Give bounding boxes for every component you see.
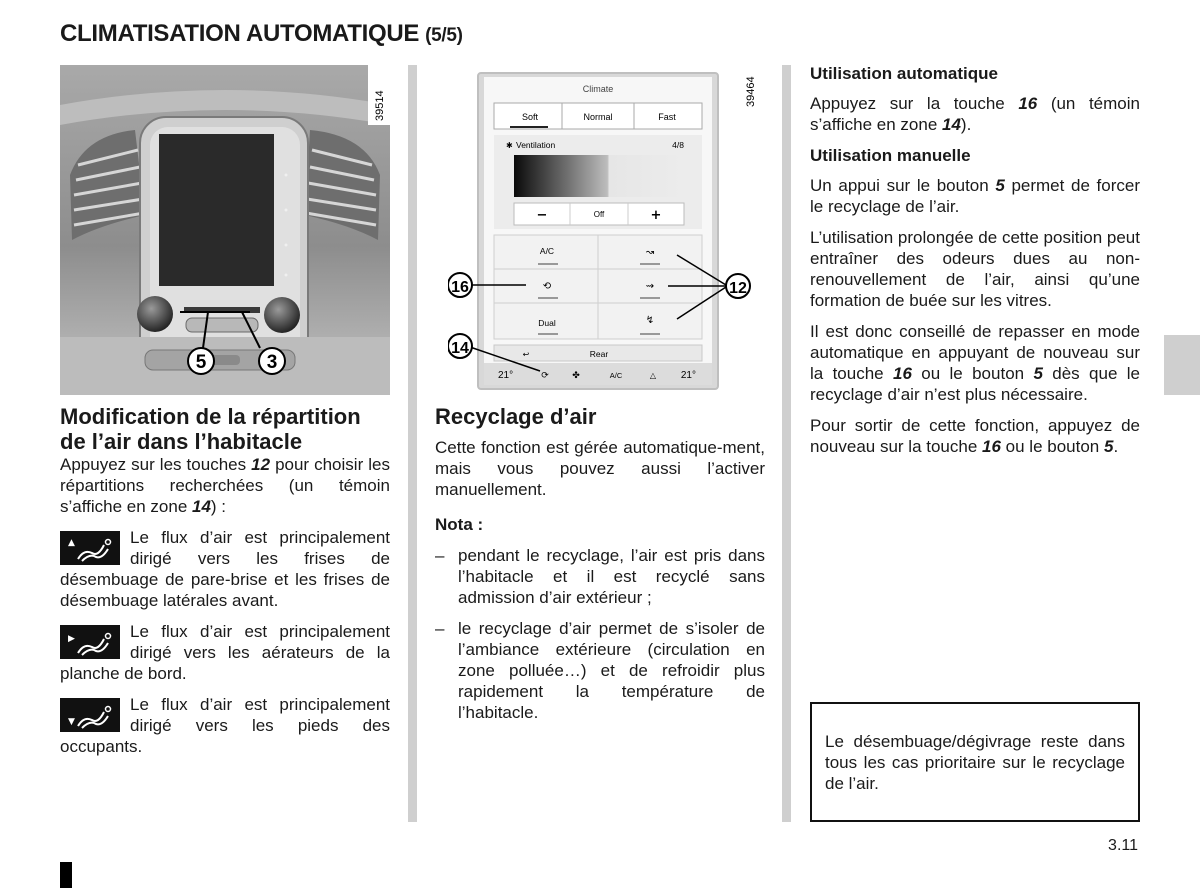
advice-ref-16: 16 — [892, 364, 912, 383]
page-number: 3.11 — [1108, 837, 1138, 854]
recycle-heading: Recyclage d’air — [435, 404, 597, 429]
manual-text-a: Un appui sur le bouton — [810, 176, 996, 195]
section-thumb-tab — [1164, 335, 1200, 395]
feet-flow-icon: ↯ — [645, 315, 655, 326]
status-ac: A/C — [609, 371, 623, 380]
svg-text:▶: ▶ — [68, 634, 75, 644]
mode-tab-fast: Fast — [658, 112, 676, 122]
callout-14-label: 14 — [451, 340, 469, 357]
corner-mark — [60, 862, 72, 888]
advice-text-c: dès que le recyclage d’air n’est plus nécessaire. — [810, 364, 1140, 404]
nota-item: – le recyclage d’air permet de s’isoler de l’ambiance extérieure (circulation en zone polluée…) et de refroidir plus rapidement la température de l’habitacle. — [435, 618, 765, 723]
screen-figure-ref: 39464 — [745, 76, 757, 107]
airflow-text-dashboard: Le flux d’air est principalement dirigé vers les aérateurs de la planche de bord. — [60, 622, 390, 683]
airflow-item-feet — [60, 694, 390, 757]
dashboard-airflow-icon — [60, 625, 120, 659]
recycle-intro: Cette fonction est gérée automatique-ment, mais vous pouvez aussi l’activer manuellement. — [435, 438, 765, 499]
mode-tab-soft: Soft — [521, 112, 539, 122]
windscreen-airflow-icon — [60, 531, 120, 565]
distribution-heading-line2: de l’air dans l’habitacle — [60, 429, 303, 454]
intro-ref-14: 14 — [192, 497, 211, 516]
feet-airflow-icon — [60, 698, 120, 732]
back-icon: ↩ — [522, 350, 530, 359]
exit-text-a: Pour sortir de cette fonction, appuyez de nouveau sur la touche — [810, 416, 1140, 456]
column-divider-left — [408, 65, 417, 822]
advice-ref-5: 5 — [1033, 364, 1043, 383]
auto-text-b: (un témoin s’affiche en zone — [810, 94, 1140, 134]
distribution-section — [60, 404, 390, 757]
ac-button-label: A/C — [539, 246, 555, 256]
ventilation-off: Off — [593, 210, 605, 219]
advice-text-b: ou le bouton — [911, 364, 1034, 383]
nota-list — [435, 545, 765, 723]
airflow-item-dashboard — [60, 621, 390, 684]
nota-item: – pendant le recyclage, l’air est pris dans l’habitacle et il est recyclé sans admission d’air extérieur ; — [435, 545, 765, 608]
ventilation-minus: − — [536, 208, 548, 223]
nota-label: Nota : — [435, 515, 484, 534]
usage-section — [810, 63, 1140, 457]
manual-ref-5: 5 — [995, 176, 1005, 195]
exit-text-b: ou le bouton — [1000, 437, 1104, 456]
ventilation-plus: + — [650, 208, 662, 223]
distribution-heading-line1: Modification de la répartition — [60, 404, 361, 429]
page-title — [60, 20, 463, 48]
recycle-icon: ⟲ — [542, 281, 552, 292]
airflow-item-windscreen — [60, 527, 390, 611]
column-divider-right — [782, 65, 791, 822]
page-title-suffix: (5/5) — [425, 25, 463, 46]
dual-button-label: Dual — [538, 318, 556, 328]
manual-usage-text — [810, 175, 1140, 217]
climate-screen-figure — [448, 65, 758, 395]
airflow-text-windscreen: Le flux d’air est principalement dirigé vers les frises de désembuage de pare-brise et les frises de désembuage latérales avant. — [60, 528, 390, 610]
exit-text-c: . — [1113, 437, 1119, 456]
auto-text-c: ). — [960, 115, 972, 134]
console-photo — [60, 65, 390, 395]
rear-label: Rear — [589, 349, 609, 359]
screen-window-title: Climate — [582, 84, 614, 94]
distribution-intro — [60, 454, 390, 517]
console-illustration — [60, 65, 390, 395]
auto-usage-text — [810, 93, 1140, 135]
distribution-heading — [60, 404, 390, 454]
auto-ref-16: 16 — [1018, 94, 1038, 113]
callout-3-label: 3 — [266, 352, 278, 373]
status-temp-right: 21° — [680, 370, 696, 381]
callout-5-label: 5 — [195, 352, 207, 373]
fan-icon: ✱ — [506, 141, 513, 150]
svg-text:▼: ▼ — [68, 717, 75, 727]
manual-usage-heading: Utilisation manuelle — [810, 146, 971, 165]
prolonged-use-warning: L’utilisation prolongée de cette position peut entraîner des odeurs dues au non-renouvellement de l’air, ainsi qu’une formation de buée sur les vitres. — [810, 228, 1140, 310]
callout-12-label: 12 — [729, 280, 747, 297]
manual-text-b: permet de forcer le recyclage de l’air. — [810, 176, 1140, 216]
mode-tab-normal: Normal — [583, 112, 613, 122]
intro-ref-12: 12 — [251, 455, 271, 474]
status-recycle-icon: ⟳ — [541, 371, 549, 381]
callout-16-label: 16 — [451, 279, 469, 296]
airflow-text-feet: Le flux d’air est principalement dirigé vers les pieds des occupants. — [60, 695, 390, 756]
status-temp-left: 21° — [498, 370, 514, 381]
intro-text-b: pour choisir les répartitions recherchées (un témoin s’affiche en zone — [60, 455, 390, 516]
auto-ref-14: 14 — [942, 115, 961, 134]
status-fan-icon: ✤ — [572, 371, 580, 381]
exit-ref-5: 5 — [1103, 437, 1114, 456]
ventilation-label: Ventilation — [516, 140, 556, 150]
intro-text-c: ) : — [210, 497, 227, 516]
windscreen-flow-icon: ↝ — [645, 247, 655, 258]
figure-ref-number: 39514 — [374, 90, 386, 121]
auto-usage-heading: Utilisation automatique — [810, 64, 998, 83]
climate-screen-illustration — [448, 65, 758, 395]
return-auto-advice — [810, 321, 1140, 405]
advice-text-a: Il est donc conseillé de repasser en mode automatique en appuyant de nouveau sur la touche — [810, 322, 1140, 383]
intro-text-a: Appuyez sur les touches — [60, 455, 252, 474]
auto-text-a: Appuyez sur la touche — [810, 94, 1019, 113]
dashboard-flow-icon: ⇝ — [645, 281, 655, 292]
page-title-text: CLIMATISATION AUTOMATIQUE — [60, 20, 420, 47]
recycle-section — [435, 404, 765, 733]
ventilation-value: 4/8 — [672, 140, 684, 150]
exit-function-text — [810, 415, 1140, 457]
status-defrost-icon: △ — [649, 371, 657, 380]
exit-ref-16: 16 — [982, 437, 1001, 456]
svg-text:▲: ▲ — [68, 538, 75, 548]
defrost-priority-notice: Le désembuage/dégivrage reste dans tous les cas prioritaire sur le recyclage de l’air. — [810, 702, 1140, 822]
